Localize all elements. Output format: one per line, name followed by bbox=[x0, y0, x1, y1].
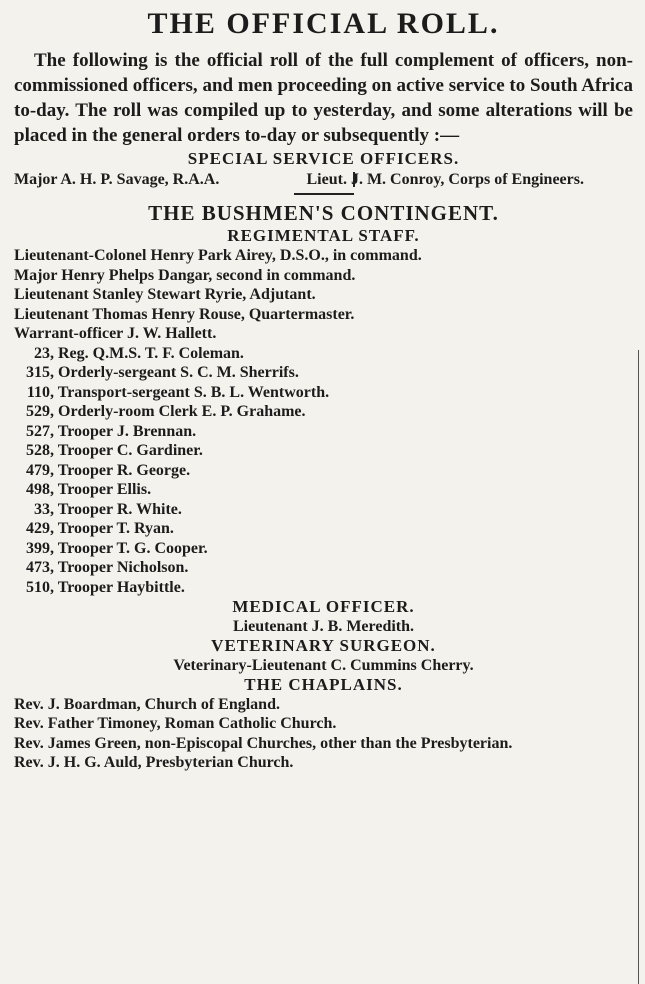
men-entry bbox=[14, 363, 633, 383]
men-name: Trooper Ellis. bbox=[57, 481, 152, 498]
men-name: Transport-sergeant S. B. L. Wentworth. bbox=[57, 383, 330, 401]
regimental-staff-heading: REGIMENTAL STAFF. bbox=[227, 226, 420, 245]
men-entry bbox=[14, 422, 633, 442]
men-entry bbox=[14, 500, 633, 520]
men-name: Trooper J. Brennan. bbox=[57, 422, 197, 440]
special-officer-right: Lieut. J. M. Conroy, Corps of Engineers. bbox=[306, 171, 584, 188]
regimental-staff-list bbox=[14, 246, 633, 344]
regimental-number: 527, bbox=[26, 422, 54, 440]
staff-entry: Warrant-officer J. W. Hallett. bbox=[14, 325, 217, 342]
men-entry bbox=[14, 461, 633, 481]
chaplains-heading: THE CHAPLAINS. bbox=[244, 675, 403, 694]
men-name: Trooper T. G. Cooper. bbox=[57, 539, 208, 557]
intro-text: The following is the official roll of the full complement of officers, non-commissioned officers, and men proceeding on active service to South Africa to-day. The roll was compiled up to yesterday, and some alterations will be placed in the general orders to-day or subsequently :— bbox=[14, 50, 633, 146]
special-service-officers bbox=[14, 170, 633, 189]
men-entry bbox=[14, 383, 633, 403]
chaplain-entry: Rev. Father Timoney, Roman Catholic Church. bbox=[14, 715, 337, 732]
regimental-number: 315, bbox=[26, 364, 54, 381]
men-entry bbox=[14, 480, 633, 500]
staff-entry: Lieutenant Stanley Stewart Ryrie, Adjutant. bbox=[14, 286, 316, 303]
men-entry bbox=[14, 344, 633, 364]
men-entry bbox=[14, 441, 633, 461]
chaplains-list bbox=[14, 695, 633, 773]
special-officer-left: Major A. H. P. Savage, R.A.A. bbox=[14, 171, 220, 188]
veterinary-surgeon-heading: VETERINARY SURGEON. bbox=[211, 636, 436, 655]
chaplain-entry: Rev. J. H. G. Auld, Presbyterian Church. bbox=[14, 754, 294, 771]
staff-entry: Lieutenant Thomas Henry Rouse, Quartermaster. bbox=[14, 305, 355, 323]
chaplain-entry: Rev. James Green, non-Episcopal Churches, other than the Presbyterian. bbox=[14, 734, 513, 752]
men-name: Trooper Nicholson. bbox=[57, 559, 189, 576]
regimental-number: 529, bbox=[26, 403, 54, 420]
regimental-number: 510, bbox=[26, 578, 54, 596]
veterinary-surgeon-name: Veterinary-Lieutenant C. Cummins Cherry. bbox=[173, 656, 474, 674]
regimental-number: 399, bbox=[26, 539, 54, 557]
men-entry bbox=[14, 402, 633, 422]
men-name: Trooper C. Gardiner. bbox=[57, 442, 203, 459]
regimental-number: 110, bbox=[26, 383, 54, 401]
men-name: Trooper R. White. bbox=[57, 500, 182, 518]
special-service-heading: SPECIAL SERVICE OFFICERS. bbox=[187, 149, 460, 168]
men-list bbox=[14, 344, 633, 598]
men-entry bbox=[14, 539, 633, 559]
regimental-number: 473, bbox=[26, 559, 54, 576]
men-entry bbox=[14, 578, 633, 598]
intro-paragraph bbox=[14, 48, 633, 148]
regimental-number: 429, bbox=[26, 520, 54, 537]
men-name: Orderly-room Clerk E. P. Grahame. bbox=[58, 403, 306, 420]
regimental-number: 33, bbox=[34, 500, 54, 518]
regimental-number: 528, bbox=[26, 442, 54, 459]
medical-officer-name: Lieutenant J. B. Meredith. bbox=[232, 617, 415, 635]
men-entry bbox=[14, 558, 633, 578]
men-name: Trooper T. Ryan. bbox=[57, 520, 174, 537]
chaplain-entry: Rev. J. Boardman, Church of England. bbox=[14, 695, 280, 713]
men-name: Orderly-sergeant S. C. M. Sherrifs. bbox=[58, 364, 299, 381]
roll-title: THE OFFICIAL ROLL. bbox=[147, 7, 500, 40]
men-name: Reg. Q.M.S. T. F. Coleman. bbox=[58, 344, 244, 362]
regimental-number: 23, bbox=[34, 344, 54, 362]
section-rule bbox=[294, 193, 354, 195]
regimental-number: 498, bbox=[26, 481, 54, 498]
men-name: Trooper R. George. bbox=[57, 461, 191, 479]
column-border bbox=[638, 350, 639, 984]
staff-entry: Lieutenant-Colonel Henry Park Airey, D.S.O., in command. bbox=[14, 247, 422, 264]
men-entry bbox=[14, 519, 633, 539]
regimental-number: 479, bbox=[26, 461, 54, 479]
men-name: Trooper Haybittle. bbox=[57, 578, 185, 596]
contingent-heading: THE BUSHMEN'S CONTINGENT. bbox=[148, 201, 499, 225]
medical-officer-heading: MEDICAL OFFICER. bbox=[232, 597, 415, 616]
staff-entry: Major Henry Phelps Dangar, second in command. bbox=[14, 266, 356, 284]
